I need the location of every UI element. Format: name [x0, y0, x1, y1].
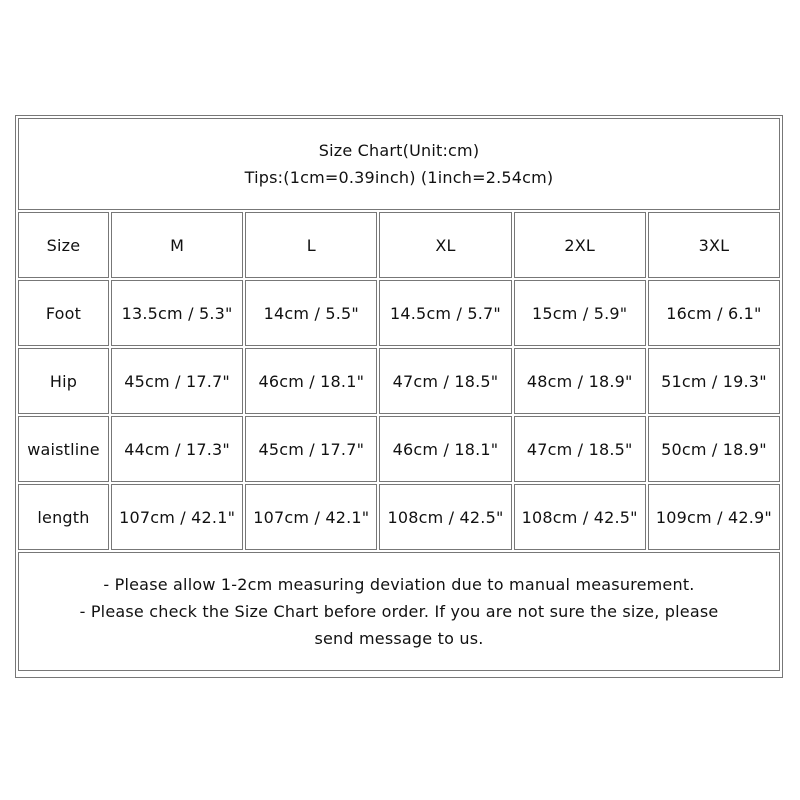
table-row-foot	[18, 280, 780, 346]
size-header-3xl: 3XL	[648, 212, 780, 278]
size-chart	[15, 115, 783, 678]
table-cell: 108cm / 42.5"	[514, 484, 646, 550]
table-cell: 109cm / 42.9"	[648, 484, 780, 550]
table-cell: 50cm / 18.9"	[648, 416, 780, 482]
header-row	[18, 212, 780, 278]
size-chart-title: Size Chart(Unit:cm)	[318, 141, 480, 160]
table-cell: 16cm / 6.1"	[648, 280, 780, 346]
size-header-2xl: 2XL	[514, 212, 646, 278]
table-cell: 14.5cm / 5.7"	[379, 280, 511, 346]
table-row-waistline	[18, 416, 780, 482]
table-cell: 46cm / 18.1"	[379, 416, 511, 482]
note-check-size: - Please check the Size Chart before order. If you are not sure the size, please	[79, 602, 719, 621]
measurement-notes	[18, 552, 780, 671]
table-row-length	[18, 484, 780, 550]
size-header-l: L	[245, 212, 377, 278]
table-row-hip	[18, 348, 780, 414]
table-cell: 44cm / 17.3"	[111, 416, 243, 482]
size-chart-inner	[18, 118, 780, 675]
note-deviation: - Please allow 1-2cm measuring deviation due to manual measurement.	[103, 575, 695, 594]
table-cell: 14cm / 5.5"	[245, 280, 377, 346]
row-label-foot: Foot	[18, 280, 109, 346]
table-cell: 46cm / 18.1"	[245, 348, 377, 414]
table-cell: 51cm / 19.3"	[648, 348, 780, 414]
size-header-m: M	[111, 212, 243, 278]
note-contact: send message to us.	[314, 629, 484, 648]
table-cell: 107cm / 42.1"	[111, 484, 243, 550]
table-cell: 47cm / 18.5"	[514, 416, 646, 482]
table-cell: 107cm / 42.1"	[245, 484, 377, 550]
table-cell: 45cm / 17.7"	[245, 416, 377, 482]
table-cell: 13.5cm / 5.3"	[111, 280, 243, 346]
table-cell: 48cm / 18.9"	[514, 348, 646, 414]
table-cell: 15cm / 5.9"	[514, 280, 646, 346]
size-header-xl: XL	[379, 212, 511, 278]
table-cell: 45cm / 17.7"	[111, 348, 243, 414]
row-label-length: length	[18, 484, 109, 550]
table-cell: 47cm / 18.5"	[379, 348, 511, 414]
row-label-hip: Hip	[18, 348, 109, 414]
row-label-waistline: waistline	[18, 416, 109, 482]
size-chart-title-cell	[18, 118, 780, 210]
table-cell: 108cm / 42.5"	[379, 484, 511, 550]
size-header-label: Size	[18, 212, 109, 278]
unit-conversion-tips: Tips:(1cm=0.39inch) (1inch=2.54cm)	[244, 168, 554, 187]
